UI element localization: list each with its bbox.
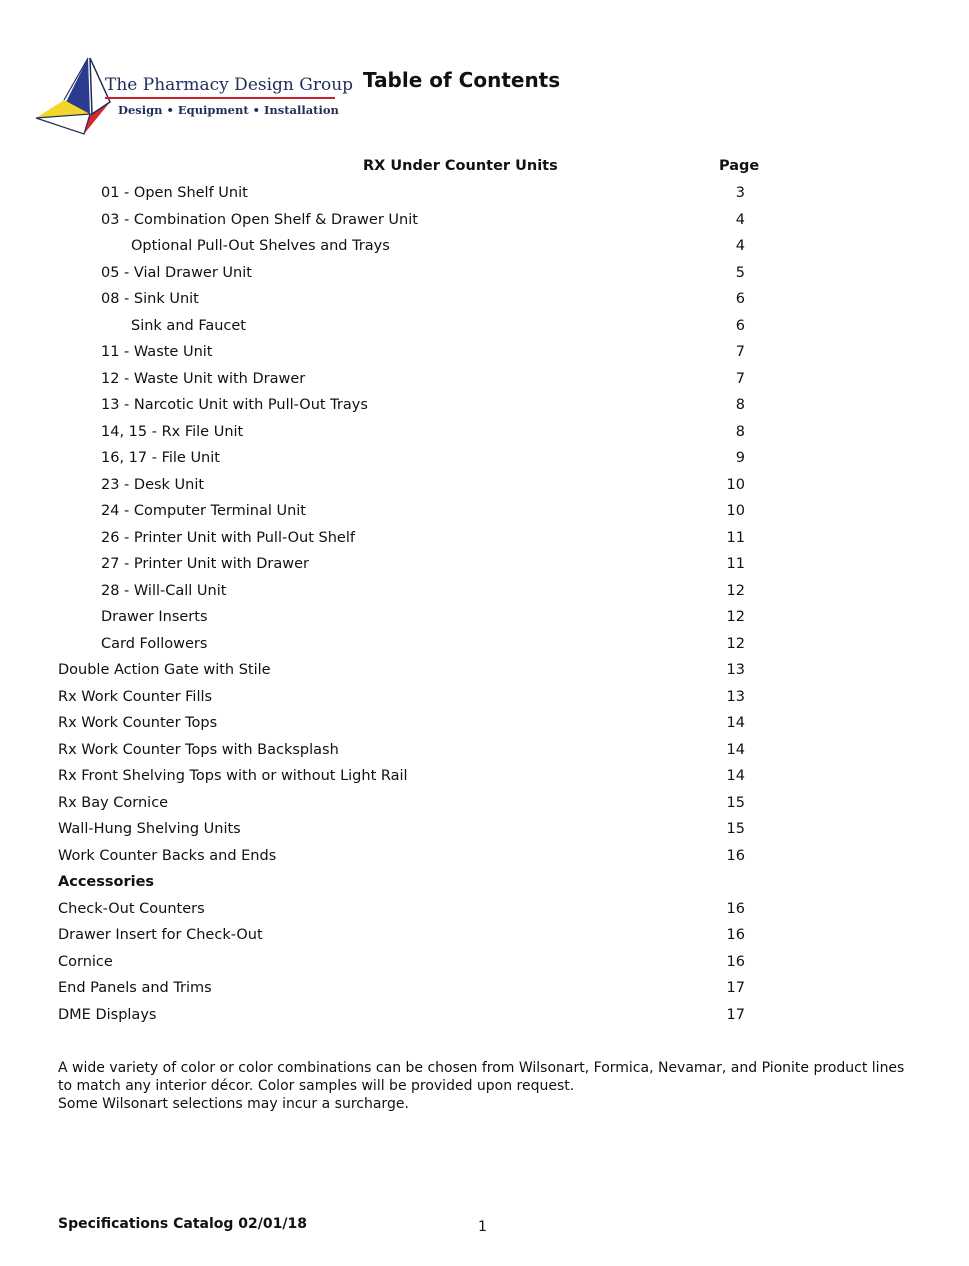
toc-entry-label: Work Counter Backs and Ends xyxy=(58,847,277,864)
toc-entry xyxy=(0,366,969,393)
toc-entry-label: Rx Work Counter Tops xyxy=(58,715,218,731)
toc-entry-label: 27 - Printer Unit with Drawer xyxy=(101,556,309,572)
toc-entry xyxy=(0,233,969,260)
toc-entry-page: 12 xyxy=(726,635,745,652)
color-note-line-2: to match any interior décor. Color samples will be provided upon request. xyxy=(58,1078,575,1094)
toc-entry xyxy=(0,578,969,605)
toc-entry xyxy=(0,313,969,340)
toc-entry-page: 10 xyxy=(726,503,745,519)
toc-entry xyxy=(0,949,969,976)
toc-entry xyxy=(0,498,969,525)
toc-entry-page: 17 xyxy=(726,980,745,996)
toc-entry-page: 16 xyxy=(726,953,745,970)
toc-section-heading xyxy=(0,869,969,896)
toc-entry xyxy=(0,922,969,949)
toc-entry xyxy=(0,843,969,870)
toc-header xyxy=(0,158,969,178)
toc-entry-page: 12 xyxy=(726,609,745,625)
toc-entry xyxy=(0,445,969,472)
toc-entry-label: DME Displays xyxy=(58,1006,157,1023)
toc-entry-label: 16, 17 - File Unit xyxy=(101,450,220,466)
toc-entry xyxy=(0,816,969,843)
toc-entry-label: 01 - Open Shelf Unit xyxy=(101,185,248,201)
company-logo xyxy=(34,56,354,140)
toc-entry-label: 26 - Printer Unit with Pull-Out Shelf xyxy=(101,529,355,546)
toc-list xyxy=(0,180,969,1028)
toc-entry-page: 11 xyxy=(726,556,745,572)
toc-entry-page: 15 xyxy=(726,821,745,837)
toc-entry-page: 6 xyxy=(735,291,745,307)
toc-section-title: RX Under Counter Units xyxy=(363,158,558,174)
toc-entry-page: 8 xyxy=(735,397,745,413)
toc-entry-label: 14, 15 - Rx File Unit xyxy=(101,423,244,440)
toc-entry-label: 28 - Will-Call Unit xyxy=(101,582,227,599)
toc-entry-page: 9 xyxy=(735,450,745,466)
toc-entry-label: Rx Work Counter Tops with Backsplash xyxy=(58,741,339,758)
catalog-footer: Specifications Catalog 02/01/18 xyxy=(58,1216,307,1232)
toc-entry-label: Drawer Inserts xyxy=(101,609,208,625)
toc-entry-page: 16 xyxy=(726,927,745,943)
toc-entry xyxy=(0,631,969,658)
toc-entry-page: 4 xyxy=(735,238,745,254)
toc-entry xyxy=(0,419,969,446)
color-note-line-1: A wide variety of color or color combinations can be chosen from Wilsonart, Formica, Nevamar, and Pionite product lines xyxy=(58,1060,905,1076)
toc-entry-label: 12 - Waste Unit with Drawer xyxy=(101,370,306,387)
toc-entry-page: 11 xyxy=(726,529,745,546)
toc-entry-page: 10 xyxy=(726,476,745,493)
toc-entry-page: 14 xyxy=(726,715,745,731)
toc-entry-label: Optional Pull-Out Shelves and Trays xyxy=(131,238,390,254)
toc-entry-page: 8 xyxy=(735,423,745,440)
toc-entry-page: 3 xyxy=(735,185,745,201)
toc-entry xyxy=(0,657,969,684)
toc-entry-label: 23 - Desk Unit xyxy=(101,476,205,493)
toc-entry-page: 14 xyxy=(726,768,745,784)
toc-entry xyxy=(0,339,969,366)
toc-entry-page: 16 xyxy=(726,900,745,917)
toc-entry xyxy=(0,207,969,234)
toc-entry-label: 03 - Combination Open Shelf & Drawer Unit xyxy=(101,211,418,228)
triangle-logo-icon xyxy=(34,56,114,140)
toc-page-column-header: Page xyxy=(719,158,760,174)
toc-entry-label: Sink and Faucet xyxy=(131,317,246,334)
toc-entry xyxy=(0,737,969,764)
logo-tagline: Design • Equipment • Installation xyxy=(118,103,339,117)
toc-entry xyxy=(0,392,969,419)
toc-entry-label: Check-Out Counters xyxy=(58,900,205,917)
toc-entry-label: Rx Work Counter Fills xyxy=(58,688,213,705)
toc-entry xyxy=(0,684,969,711)
toc-entry-page: 13 xyxy=(726,688,745,705)
toc-entry-page: 15 xyxy=(726,794,745,811)
toc-entry-label: 11 - Waste Unit xyxy=(101,344,213,360)
toc-entry-label: 05 - Vial Drawer Unit xyxy=(101,264,252,281)
toc-entry-label: 24 - Computer Terminal Unit xyxy=(101,503,306,519)
logo-divider xyxy=(105,97,335,99)
toc-entry-label: Rx Front Shelving Tops with or without Light Rail xyxy=(58,768,408,784)
toc-entry-label: Wall-Hung Shelving Units xyxy=(58,821,241,837)
color-note-line-3: Some Wilsonart selections may incur a surcharge. xyxy=(58,1096,409,1112)
toc-entry xyxy=(0,551,969,578)
toc-entry xyxy=(0,260,969,287)
toc-entry xyxy=(0,790,969,817)
toc-entry xyxy=(0,1002,969,1029)
toc-entry-page: 13 xyxy=(726,662,745,678)
toc-entry xyxy=(0,472,969,499)
toc-entry-page: 5 xyxy=(735,264,745,281)
toc-entry-page: 4 xyxy=(735,211,745,228)
toc-entry-page: 16 xyxy=(726,847,745,864)
toc-entry xyxy=(0,763,969,790)
toc-entry-label: Accessories xyxy=(58,874,155,890)
toc-entry xyxy=(0,286,969,313)
toc-entry-page: 17 xyxy=(726,1006,745,1023)
logo-outline xyxy=(36,114,90,134)
toc-entry-page: 14 xyxy=(726,741,745,758)
toc-entry-page: 7 xyxy=(735,344,745,360)
toc-entry xyxy=(0,525,969,552)
toc-entry-label: Card Followers xyxy=(101,635,208,652)
toc-entry-label: Cornice xyxy=(58,953,113,970)
toc-entry-page: 6 xyxy=(735,317,745,334)
toc-entry-label: Drawer Insert for Check-Out xyxy=(58,927,263,943)
page-number: 1 xyxy=(478,1219,487,1235)
toc-entry xyxy=(0,896,969,923)
toc-entry xyxy=(0,710,969,737)
toc-entry-label: 08 - Sink Unit xyxy=(101,291,199,307)
toc-entry-label: Double Action Gate with Stile xyxy=(58,662,271,678)
toc-entry-label: 13 - Narcotic Unit with Pull-Out Trays xyxy=(101,397,368,413)
toc-entry xyxy=(0,180,969,207)
toc-entry xyxy=(0,604,969,631)
logo-company-name: The Pharmacy Design Group xyxy=(105,75,354,95)
toc-entry-page: 7 xyxy=(735,370,745,387)
page-title: Table of Contents xyxy=(363,68,561,92)
toc-entry-label: Rx Bay Cornice xyxy=(58,794,169,811)
color-note xyxy=(58,1059,908,1113)
toc-entry xyxy=(0,975,969,1002)
toc-entry-label: End Panels and Trims xyxy=(58,980,212,996)
toc-entry-page: 12 xyxy=(726,582,745,599)
